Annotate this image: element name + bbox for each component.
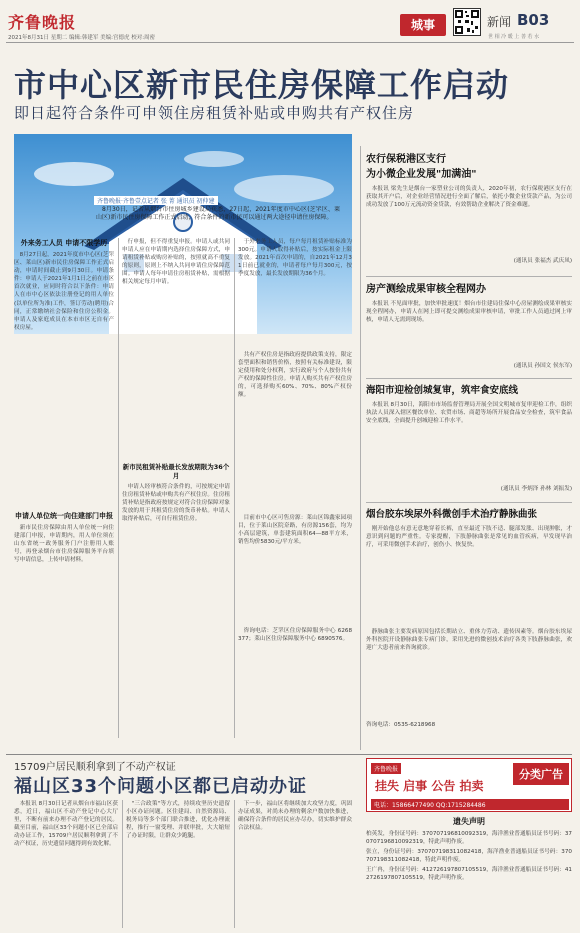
hospital-hotline: 咨询电话：0535-6218968 xyxy=(366,722,436,728)
story-hospital xyxy=(366,506,572,750)
notice-line-1: 柏英发，身份证号码：370707196810092319，海洋渔业普通船员证书号码：370707196810092319，特此声明作废。 xyxy=(366,831,572,846)
survey-credit: (通讯员 孙国文 侯东军) xyxy=(513,363,572,369)
ad-subtitle: 分类广告 xyxy=(513,763,569,785)
story-agri-bank xyxy=(366,150,572,272)
notice-line-2: 张立，身份证号码：370707198311082418，海洋渔业普通船员证书号码：370707198311082418，特此声明作废。 xyxy=(366,849,572,864)
hospital-text2: 静脉曲张主要发病原因包括长期站立、重体力劳动、遗传因素等。烟台胶东埃尿外科医院开设静脉曲张专病门诊，采用先进的微创技术治疗各类下肢静脉曲张，欢迎广大患者前来咨询就诊。 xyxy=(366,629,572,652)
fushan-headline: 福山区33个问题小区都已启动办证 xyxy=(14,776,308,797)
story-divider xyxy=(366,502,572,503)
classified-ad-banner xyxy=(366,758,572,812)
header-rule xyxy=(6,42,574,43)
lead-byline: 齐鲁晚报·齐鲁壹点记者 张 菁 通讯员 初仲建 xyxy=(94,196,218,205)
col2-heading: 新市民租赁补贴最长发放期限为36个月 xyxy=(122,463,230,480)
qr-code-icon xyxy=(453,8,481,36)
col1-heading2: 申请人单位统一向住建部门申报 xyxy=(15,512,113,520)
fushan-text2: "三合政策"等方式，持续攻坚历史遗留小区办证问题。区住建局、自然资源局、税务局等多个部门联合推进，优化办理流程，推行一窗受理、并联审批，大大缩短了办证时限，让群众少跑腿。 xyxy=(126,801,230,840)
haiyang-text: 本报讯 8月30日，海阳市市场监督管理局开展全国文明城市复审迎检工作，组织执法人员深入辖区餐饮单位、农贸市场、商超等场所开展食品安全检查，筑牢食品安全底线，全面提升创城迎检工作水平。 xyxy=(366,402,572,425)
ad-contact: 电话：15866477490 QQ:1715284486 xyxy=(371,799,569,810)
notice-line-3: 王广冉，身份证号码：412726197807105519，海洋渔业普通船员证书号码：412726197807105519，特此声明作废。 xyxy=(366,867,572,882)
lead-intro: 8月30日，记者从烟台市住房城乡建设局获悉，27日起，2021年度市中心区(芝罘区、莱山区)新市民住房保障工作正式启动，符合条件的新市民可以通过两大途径申请住房保障。 xyxy=(96,206,340,222)
issue-meta: 2021年8月31日 星期二 编辑:韩建军 美编:宫德虎 校对:周密 xyxy=(8,35,156,41)
section-tag: 城事 xyxy=(400,14,446,36)
col2-text: 行申报，但不得重复申报。申请人或共同申请人应在申请期内选择住房保障方式，申请租赁补贴或购房补贴的，按照就高不重复的原则，原则上不纳入共同申请住房保障范围。申请人每年申请住房租赁补贴，需根据相关规定每月申请。 xyxy=(122,239,230,286)
newspaper-logo: 齐鲁晚报 xyxy=(8,13,77,32)
col1-heading: 外来务工人员 申请不限学历 xyxy=(20,239,108,247)
column-divider xyxy=(234,800,235,928)
col3-text: 于外来务工人员，每户每月租赁补贴标准为300元。申请人取得补贴后，按实际租金上限发放。2021年首次申请的，自2021年12月31日前已就业的，申请者每户每月300元，按季度发放，最长发放期限为36个月。 xyxy=(238,239,352,278)
lost-notice xyxy=(366,816,572,928)
lead-subheadline: 即日起符合条件可申领住房租赁补贴或申购共有产权住房 xyxy=(14,104,415,122)
bottom-divider xyxy=(6,754,572,755)
ad-title: 挂失 启事 公告 拍卖 xyxy=(375,779,484,793)
survey-text: 本报讯 不见面审批，加快审批速度！烟台市住建局住保中心房屋测绘成果审核实现全程网办，申请人在网上即可提交测绘成果审核申请，审批工作人员通过网上审核，申请人无需到现场。 xyxy=(366,301,572,324)
right-column-divider xyxy=(360,146,361,750)
lead-col3 xyxy=(238,238,352,738)
col3-text3: 目前市中心区可售房源：莱山区锦鑫家园项目，位于莱山区院夼路，有房源156套，均为小高层建筑，单套建筑面积64—88平方米，销售均价5830元/平方米。 xyxy=(238,515,352,546)
fushan-kicker: 15709户居民顺利拿到了不动产权证 xyxy=(14,762,176,773)
column-divider xyxy=(234,238,235,738)
agri-bank-headline2: 为小微企业发展"加满油" xyxy=(366,169,477,180)
haiyang-credit: (通讯员 李炳泽 孙林 刘振发) xyxy=(500,486,572,492)
col1-text: 8月27日起，2021年度市中心区(芝罘区、莱山区)新市民住房保障工作正式启动，申请时间截止到9月30日。申请条件：申请人于2021年1月1日之前在市区首次就业，应同时符合以下条件：申请人在市中心区依法注册登记的用人单位(以单位所为准)工作，签订劳动(聘用)合同，正常缴纳社会保险和住房公积金。申请人及家庭成员在本市市区无自有产权房屋。 xyxy=(14,252,114,331)
lead-col1 xyxy=(14,238,114,738)
hospital-headline: 烟台胶东埃尿外科微创手术治疗静脉曲张 xyxy=(366,509,538,520)
notice-title: 遗失声明 xyxy=(453,817,485,826)
agri-bank-headline: 农行保税港区支行 xyxy=(366,154,446,165)
lead-headline: 市中心区新市民住房保障工作启动 xyxy=(14,66,510,104)
col2-text2: 申请人经审核符合条件的，可按规定申请住房租赁补贴或申购共有产权住房。住房租赁补贴是指政府按规定对符合住房保障对象发放的用于其租赁住房的货币补贴。申请人取得补贴后，可自行租赁住房。 xyxy=(122,484,230,523)
agri-bank-credit: (通讯员 张福杰 武庆凤) xyxy=(513,258,572,264)
page-number: B03 xyxy=(517,11,550,29)
col1-text2: 新市民住房保障由用人单位统一向住建部门申报，申请期内，用人单位须在山东省统一政务服务门户注册用人账号，再登录烟台市住房保障服务平台填写申请信息，上传申请材料。 xyxy=(14,525,114,564)
survey-headline: 房产测绘成果审核全程网办 xyxy=(366,284,486,295)
story-divider xyxy=(366,378,572,379)
ad-brand: 齐鲁晚报 xyxy=(371,763,401,774)
column-divider xyxy=(122,800,123,928)
haiyang-headline: 海阳市迎检创城复审，筑牢食安底线 xyxy=(366,385,519,396)
story-haiyang xyxy=(366,382,572,500)
story-divider xyxy=(366,276,572,277)
hospital-text: 刚开始他总有意无意地穿着长裤，直至最近下肢不适、腿部发胀、出现肿胀，才意识到问题的严重性。专家提醒，下肢静脉曲张是常见的血管疾病，早发现早治疗，可采用微创手术治疗，创伤小、恢复快。 xyxy=(366,526,572,549)
story-survey-review xyxy=(366,280,572,376)
column-divider xyxy=(118,238,119,738)
section-label: 新闻 xyxy=(487,15,512,29)
fushan-text3: 下一步，福山区将继续加大攻坚力度，巩固办证成果，对尚未办理的剩余户数加快推进，确保符合条件的居民应办尽办，切实维护群众合法权益。 xyxy=(238,801,352,832)
agri-bank-text: 本报讯 梁先生是烟台一家塑业公司的负责人，2020年初，农行保税港区支行在获取其开户后，对企业经营情况进行全面了解后，依托小微企业贷款产品，为公司成功发放了100万元流动资金贷款，有效帮助企业解决了资金难题。 xyxy=(366,186,572,209)
col3-text2: 共有产权住房是指政府提供政策支持，限定套型面积和销售价格，按照有关标准建设，限定使用和处分权利，实行政府与个人按份共有产权的保障性住房。申请人购买共有产权住房的，可选择购买60%、70%、80%产权份额。 xyxy=(238,352,352,399)
section-slogan: 世 相 冷 暖 上 善 若 水 xyxy=(488,34,540,40)
lead-col2 xyxy=(122,238,230,738)
col3-contact: 咨询电话：芝罘区住房保障服务中心 6268377；莱山区住房保障服务中心 6890576。 xyxy=(238,628,352,643)
fushan-text: 本报讯 8月30日记者从烟台市福山区获悉，近日，福山区不动产登记中心大厅里，不断有前来办理不动产登记的居民。截至目前，福山区33个问题小区已全部启动办证工作，15709户居民顺利拿到了不动产权证，历史遗留问题得到有效化解。 xyxy=(14,801,118,848)
